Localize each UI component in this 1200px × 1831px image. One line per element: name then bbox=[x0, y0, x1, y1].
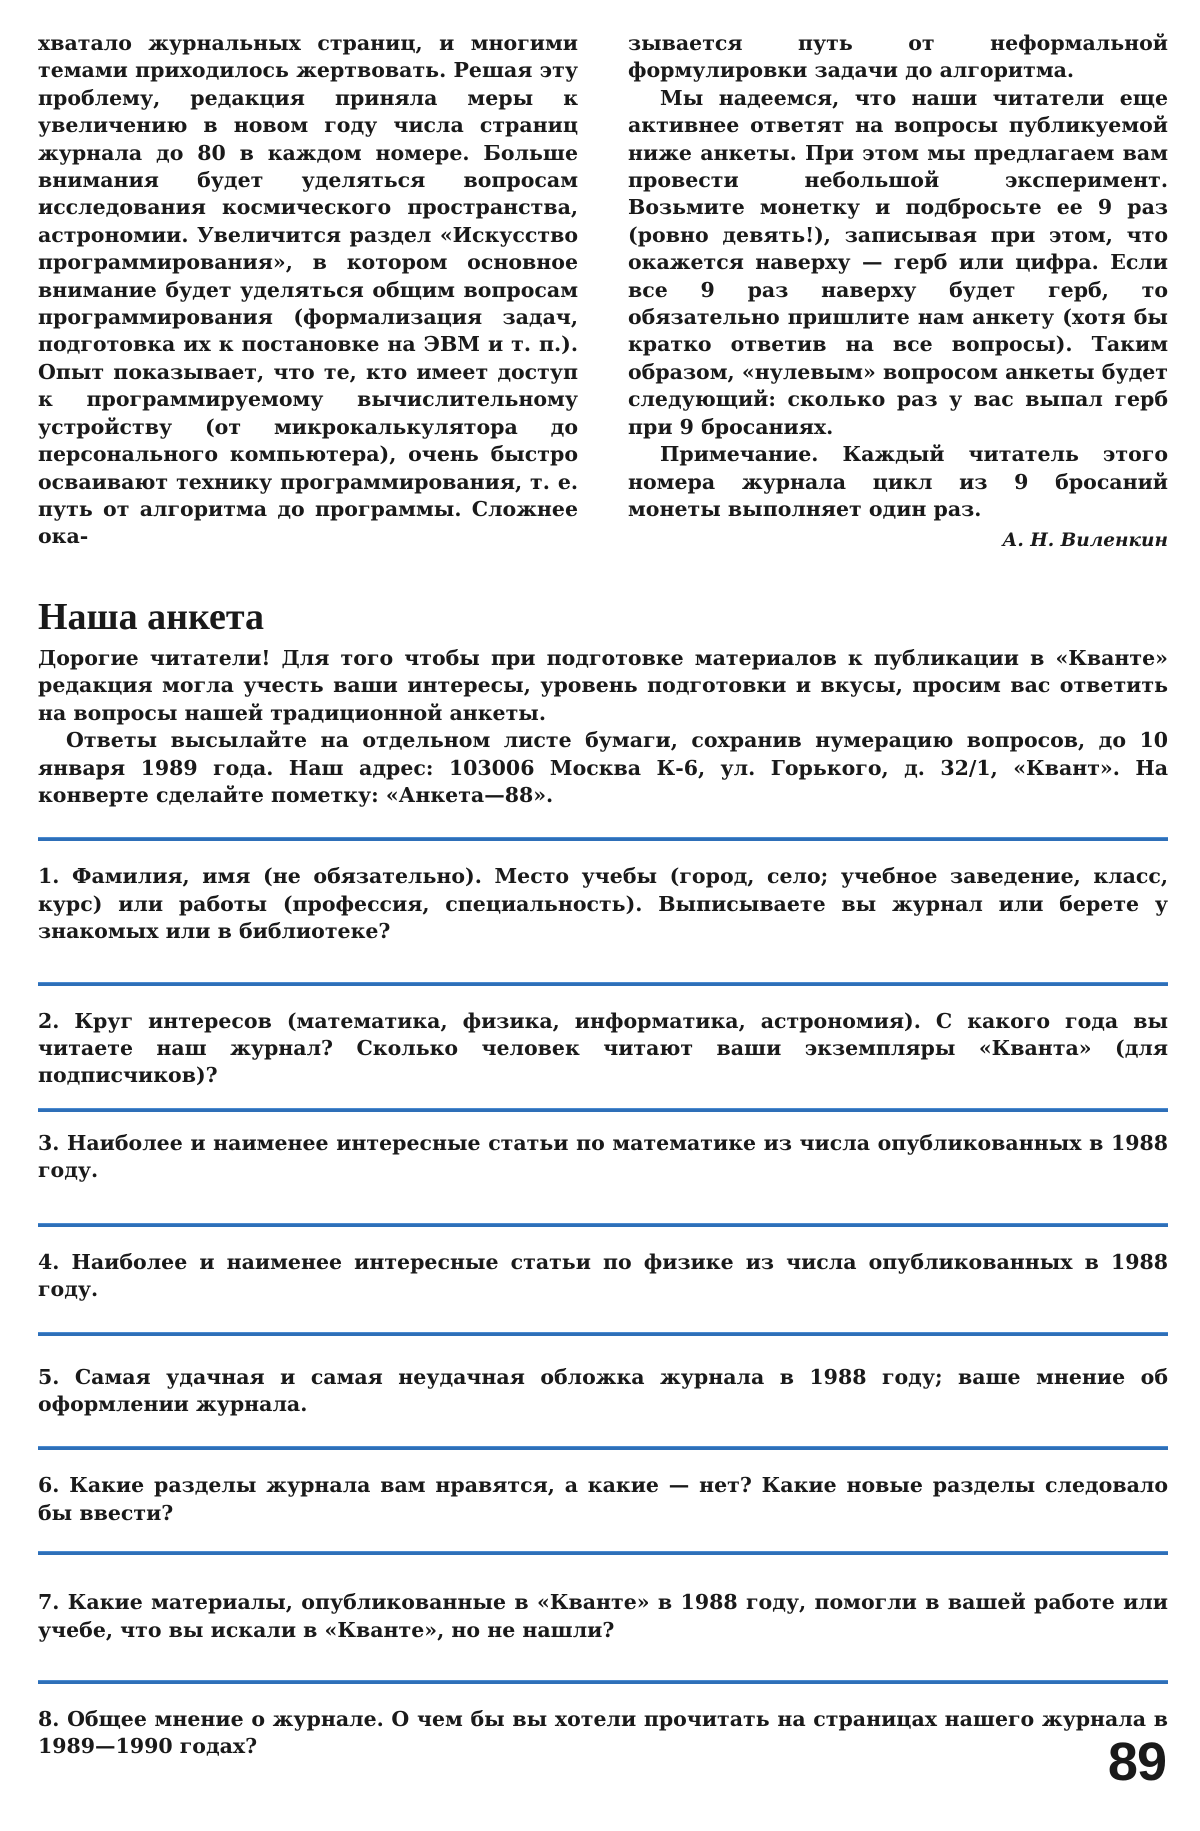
right-column-paragraph-1: зывается путь от неформальной формулировки задачи до алгоритма. bbox=[628, 31, 1168, 83]
survey-question-1: 1. Фамилия, имя (не обязательно). Место учебы (город, село; учебное заведение, класс, курс) или работы (профессия, специальность). Выписываете вы журнал или берете у знакомых или в библиотеке? bbox=[38, 864, 1168, 944]
divider-rule bbox=[38, 1332, 1168, 1336]
survey-section bbox=[38, 595, 1168, 1761]
survey-intro bbox=[38, 645, 1168, 809]
right-column bbox=[628, 30, 1168, 555]
right-column-note: Примечание. Каждый читатель этого номера журнала цикл из 9 бросаний монеты выполняет один раз. bbox=[628, 442, 1168, 521]
survey-question-5: 5. Самая удачная и самая неудачная обложка журнала в 1988 году; ваше мнение об оформлении журнала. bbox=[38, 1364, 1168, 1416]
survey-question-4: 4. Наиболее и наименее интересные статьи по физике из числа опубликованных в 1988 году. bbox=[38, 1249, 1168, 1302]
survey-title: Наша анкета bbox=[38, 596, 264, 638]
right-column-paragraph-2: Мы надеемся, что наши читатели еще активнее ответят на вопросы публикуемой ниже анкеты. При этом мы предлагаем вам провести небольшой эксперимент. Возьмите монетку и подбросьте ее 9 раз (ровно девять!), записывая при этом, что окажется наверху — герб или цифра. Если все 9 раз наверху будет герб, то обязательно пришлите нам анкету (хотя бы кратко ответив на все вопросы). Таким образом, «нулевым» вопросом анкеты будет следующий: сколько раз у вас выпал герб при 9 бросаниях. bbox=[628, 85, 1168, 439]
divider-rule bbox=[38, 1446, 1168, 1450]
divider-rule bbox=[38, 1223, 1168, 1227]
divider-rule bbox=[38, 982, 1168, 986]
left-column bbox=[38, 30, 578, 555]
divider-rule bbox=[38, 1108, 1168, 1112]
survey-question-6: 6. Какие разделы журнала вам нравятся, а какие — нет? Какие новые разделы следовало бы ввести? bbox=[38, 1473, 1168, 1525]
survey-question-2: 2. Круг интересов (математика, физика, информатика, астрономия). С какого года вы читаете наш журнал? Сколько человек читают ваши экземпляры «Кванта» (для подписчиков)? bbox=[38, 1008, 1168, 1088]
divider-rule bbox=[38, 1680, 1168, 1684]
left-column-text: хватало журнальных страниц, и многими темами приходилось жертвовать. Решая эту проблему, редакция приняла меры к увеличению в новом году числа страниц журнала до 80 в каждом номере. Больше внимания будет уделяться вопросам исследования космического пространства, астрономии. Увеличится раздел «Искусство программирования», в котором основное внимание будет уделяться общим вопросам программирования (формализация задач, подготовка их к постановке на ЭВМ и т. п.). Опыт показывает, что те, кто имеет доступ к программируемому вычислительному устройству (от микрокалькулятора до персонального компьютера), очень быстро осваивают технику программирования, т. е. путь от алгоритма до программы. Сложнее ока- bbox=[38, 31, 578, 549]
divider-rule bbox=[38, 837, 1168, 841]
article-columns bbox=[38, 30, 1168, 555]
survey-question-7: 7. Какие материалы, опубликованные в «Кванте» в 1988 году, помогли в вашей работе или учебе, что вы искали в «Кванте», но не нашли? bbox=[38, 1590, 1168, 1642]
page-number: 89 bbox=[1107, 1732, 1166, 1792]
survey-intro-paragraph-1: Дорогие читатели! Для того чтобы при подготовке материалов к публикации в «Кванте» редакция могла учесть ваши интересы, уровень подготовки и вкусы, просим вас ответить на вопросы нашей традиционной анкеты. bbox=[38, 646, 1168, 725]
survey-intro-paragraph-2: Ответы высылайте на отдельном листе бумаги, сохранив нумерацию вопросов, до 10 января 1989 года. Наш адрес: 103006 Москва К-6, ул. Горького, д. 32/1, «Квант». На конверте сделайте пометку: «Анкета—88». bbox=[38, 728, 1168, 808]
divider-rule bbox=[38, 1551, 1168, 1555]
survey-question-8: 8. Общее мнение о журнале. О чем бы вы хотели прочитать на страницах нашего журнала в 1989—1990 годах? bbox=[38, 1706, 1168, 1759]
author-signature: А. Н. Виленкин bbox=[1002, 530, 1168, 552]
survey-question-3: 3. Наиболее и наименее интересные статьи по математике из числа опубликованных в 1988 году. bbox=[38, 1130, 1168, 1183]
